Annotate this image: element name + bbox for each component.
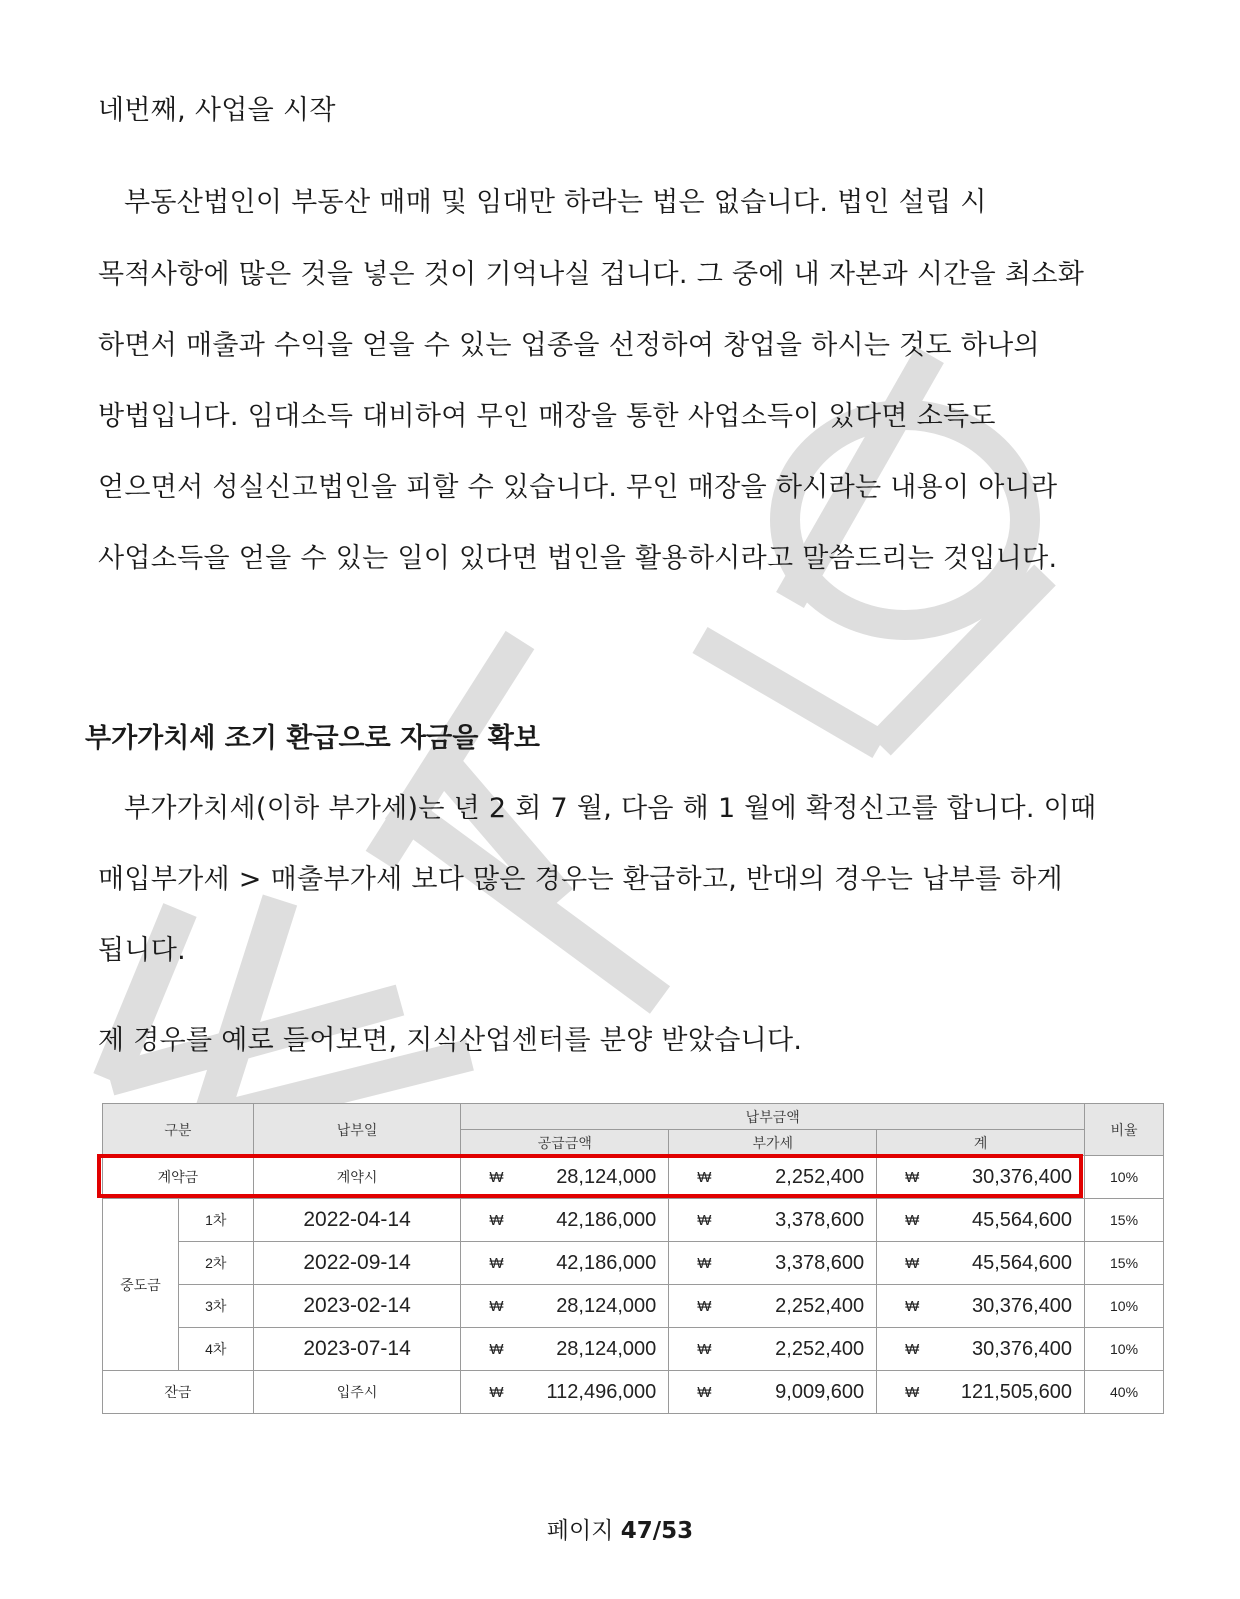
won-symbol: ₩ <box>697 1211 712 1229</box>
row-date: 입주시 <box>253 1371 461 1414</box>
cell-vat <box>669 1371 877 1414</box>
supply-value: 28,124,000 <box>556 1165 657 1188</box>
row-date: 계약시 <box>253 1156 461 1199</box>
total-value: 30,376,400 <box>971 1337 1073 1360</box>
cell-vat <box>669 1328 877 1371</box>
row-ratio: 40% <box>1085 1371 1164 1414</box>
supply-value: 112,496,000 <box>546 1380 657 1403</box>
won-symbol: ₩ <box>697 1254 712 1272</box>
won-symbol: ₩ <box>489 1383 504 1401</box>
row-ratio: 10% <box>1085 1156 1164 1199</box>
paragraph-line-2: 목적사항에 많은 것을 넣은 것이 기억나실 겁니다. 그 중에 내 자본과 시간을 최소화 <box>98 259 1085 290</box>
cell-total <box>877 1285 1085 1328</box>
row-ratio: 10% <box>1085 1285 1164 1328</box>
row-ratio: 10% <box>1085 1328 1164 1371</box>
header-ratio: 비율 <box>1085 1104 1164 1156</box>
supply-value: 42,186,000 <box>556 1251 657 1274</box>
paragraph-line-7: 부가가치세(이하 부가세)는 년 2 회 7 월, 다음 해 1 월에 확정신고를 합니다. 이때 <box>124 793 1097 824</box>
total-value: 45,564,600 <box>971 1208 1073 1231</box>
paragraph-line-10: 제 경우를 예로 들어보면, 지식산업센터를 분양 받았습니다. <box>98 1025 803 1056</box>
cell-total <box>877 1242 1085 1285</box>
cell-supply <box>461 1242 669 1285</box>
paragraph-line-4: 방법입니다. 임대소득 대비하여 무인 매장을 통한 사업소득이 있다면 소득도 <box>98 401 996 432</box>
cell-total <box>877 1371 1085 1414</box>
section-heading-vat-refund: 부가가치세 조기 환급으로 자금을 확보 <box>85 723 540 754</box>
won-symbol: ₩ <box>697 1340 712 1358</box>
cell-total <box>877 1328 1085 1371</box>
cell-supply <box>461 1371 669 1414</box>
row-label: 1차 <box>178 1199 253 1242</box>
paragraph-line-9: 됩니다. <box>98 935 187 966</box>
row-date: 2023-07-14 <box>253 1328 461 1371</box>
total-value: 30,376,400 <box>971 1165 1073 1188</box>
cell-supply <box>461 1199 669 1242</box>
supply-value: 42,186,000 <box>556 1208 657 1231</box>
header-category: 구분 <box>103 1104 254 1156</box>
won-symbol: ₩ <box>905 1297 920 1315</box>
header-vat: 부가세 <box>669 1130 877 1156</box>
row-label: 잔금 <box>103 1371 254 1414</box>
won-symbol: ₩ <box>905 1340 920 1358</box>
paragraph-line-5: 얻으면서 성실신고법인을 피할 수 있습니다. 무인 매장을 하시라는 내용이 아니라 <box>98 472 1058 503</box>
paragraph-line-6: 사업소득을 얻을 수 있는 일이 있다면 법인을 활용하시라고 말씀드리는 것입니다. <box>98 543 1058 574</box>
page-footer <box>0 1512 1240 1545</box>
row-ratio: 15% <box>1085 1242 1164 1285</box>
vat-value: 3,378,600 <box>775 1208 865 1231</box>
row-label: 2차 <box>178 1242 253 1285</box>
vat-value: 2,252,400 <box>775 1337 865 1360</box>
paragraph-line-3: 하면서 매출과 수익을 얻을 수 있는 업종을 선정하여 창업을 하시는 것도 하나의 <box>98 330 1040 361</box>
won-symbol: ₩ <box>697 1168 712 1186</box>
header-supply: 공급금액 <box>461 1130 669 1156</box>
row-ratio: 15% <box>1085 1199 1164 1242</box>
vat-value: 9,009,600 <box>775 1380 865 1403</box>
won-symbol: ₩ <box>905 1168 920 1186</box>
row-date: 2022-04-14 <box>253 1199 461 1242</box>
page-label: 페이지 <box>546 1518 614 1544</box>
won-symbol: ₩ <box>697 1383 712 1401</box>
total-value: 30,376,400 <box>971 1294 1073 1317</box>
cell-supply <box>461 1328 669 1371</box>
section-title-start-business: 네번째, 사업을 시작 <box>98 95 336 126</box>
vat-value: 2,252,400 <box>775 1165 865 1188</box>
supply-value: 28,124,000 <box>556 1294 657 1317</box>
cell-vat <box>669 1199 877 1242</box>
vat-value: 3,378,600 <box>775 1251 865 1274</box>
payment-schedule-table <box>102 1103 1164 1414</box>
won-symbol: ₩ <box>489 1297 504 1315</box>
row-label: 4차 <box>178 1328 253 1371</box>
won-symbol: ₩ <box>489 1340 504 1358</box>
won-symbol: ₩ <box>489 1211 504 1229</box>
paragraph-line-1: 부동산법인이 부동산 매매 및 임대만 하라는 법은 없습니다. 법인 설립 시 <box>124 187 987 218</box>
highlight-box-contract-row <box>97 1154 1083 1198</box>
cell-supply <box>461 1285 669 1328</box>
cell-vat <box>669 1285 877 1328</box>
table-row <box>103 1199 1164 1242</box>
cell-total <box>877 1199 1085 1242</box>
vat-value: 2,252,400 <box>775 1294 865 1317</box>
table-row <box>103 1285 1164 1328</box>
row-label: 계약금 <box>103 1156 254 1199</box>
paragraph-line-8: 매입부가세 > 매출부가세 보다 많은 경우는 환급하고, 반대의 경우는 납부를 하게 <box>98 864 1063 895</box>
row-label: 3차 <box>178 1285 253 1328</box>
middle-payment-group: 중도금 <box>103 1199 179 1371</box>
header-pay-amount: 납부금액 <box>461 1104 1085 1130</box>
total-value: 45,564,600 <box>971 1251 1073 1274</box>
row-date: 2023-02-14 <box>253 1285 461 1328</box>
won-symbol: ₩ <box>905 1211 920 1229</box>
won-symbol: ₩ <box>489 1168 504 1186</box>
cell-vat <box>669 1242 877 1285</box>
won-symbol: ₩ <box>905 1383 920 1401</box>
table-row <box>103 1328 1164 1371</box>
won-symbol: ₩ <box>905 1254 920 1272</box>
table-row <box>103 1242 1164 1285</box>
table-row <box>103 1371 1164 1414</box>
row-date: 2022-09-14 <box>253 1242 461 1285</box>
header-pay-date: 납부일 <box>253 1104 461 1156</box>
won-symbol: ₩ <box>489 1254 504 1272</box>
won-symbol: ₩ <box>697 1297 712 1315</box>
page-number: 47/53 <box>620 1518 694 1544</box>
total-value: 121,505,600 <box>960 1380 1073 1403</box>
supply-value: 28,124,000 <box>556 1337 657 1360</box>
header-total: 계 <box>877 1130 1085 1156</box>
